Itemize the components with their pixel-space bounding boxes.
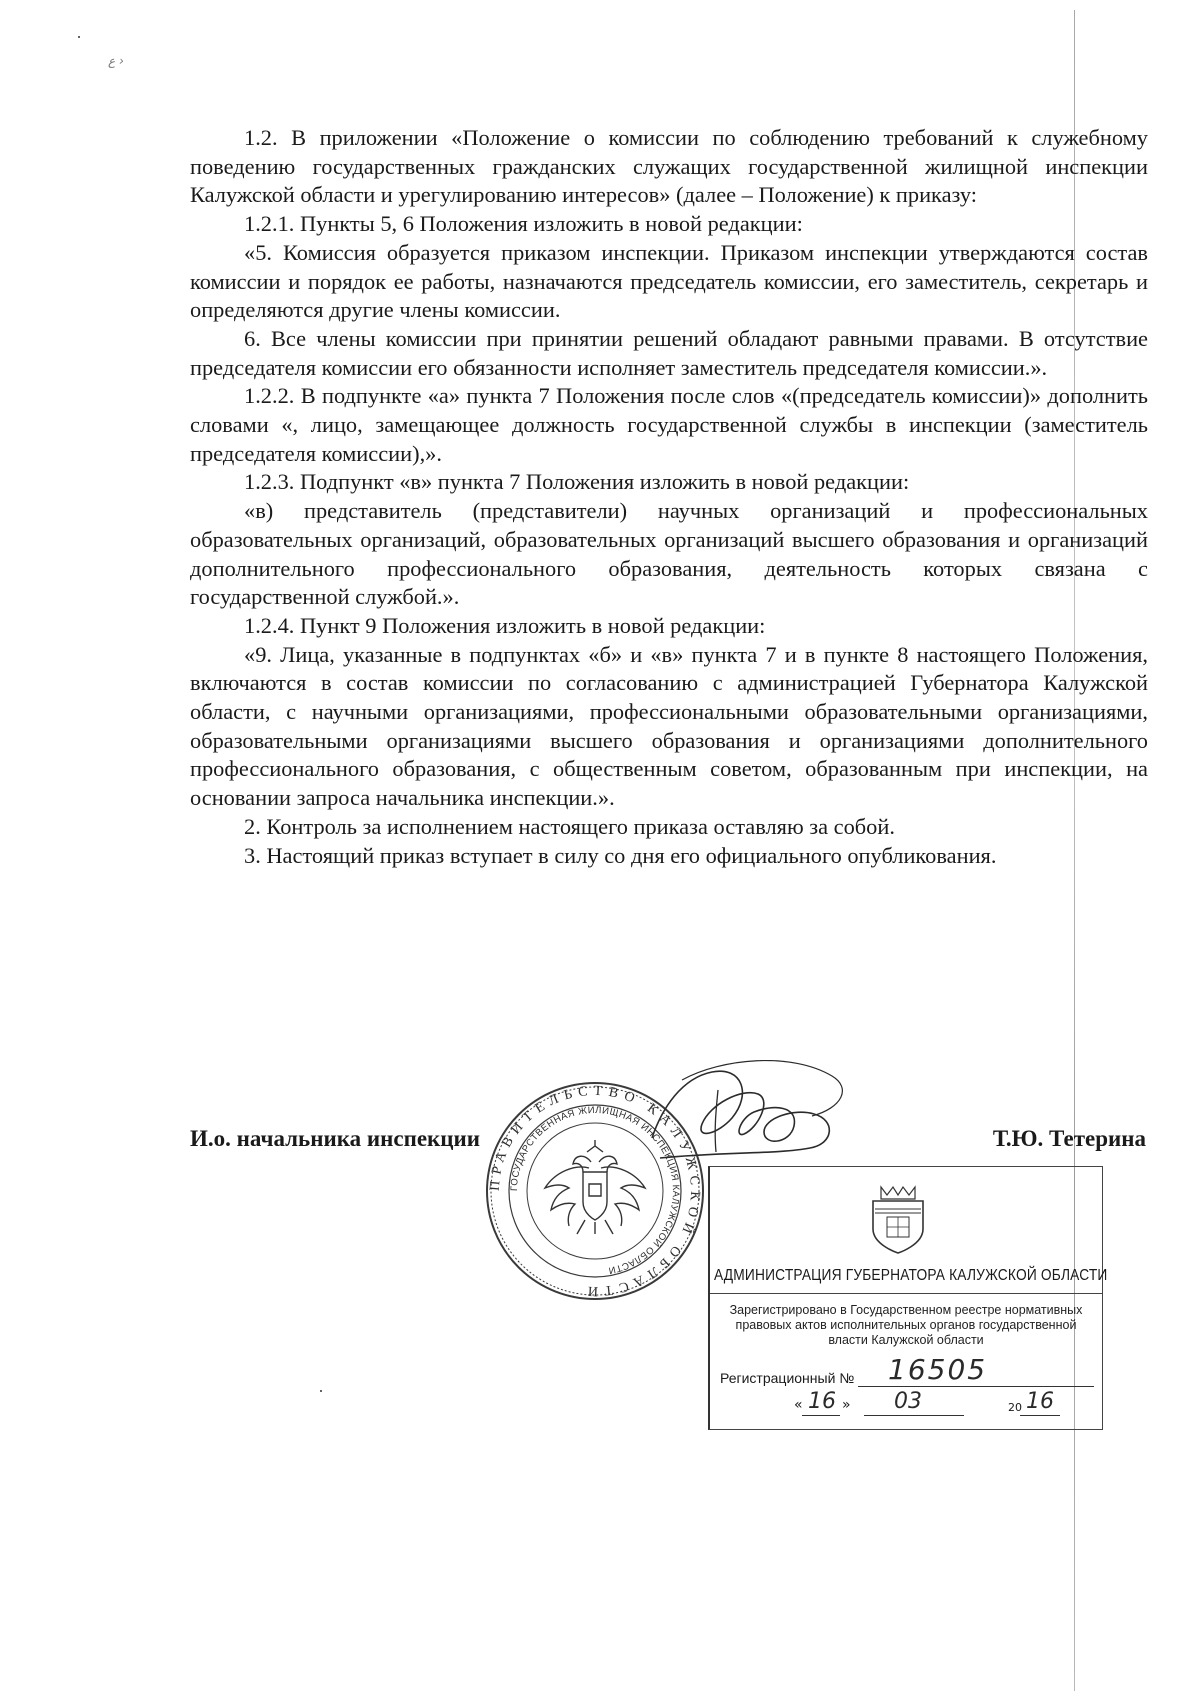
paragraph-point-5: «5. Комиссия образуется приказом инспекции. Приказом инспекции утверждаются состав комиссии и порядок ее работы, назначаются председатель комиссии, его заместитель, секретарь и определяются другие члены комиссии. xyxy=(190,239,1148,323)
paragraph-3: 3. Настоящий приказ вступает в силу со дня его официального опубликования. xyxy=(244,842,997,868)
date-quote-open: « xyxy=(794,1397,803,1413)
scan-speck xyxy=(320,1390,322,1392)
registration-date xyxy=(794,1391,1094,1421)
registration-number: 16505 xyxy=(888,1353,988,1386)
registration-stamp xyxy=(708,1166,1108,1430)
paragraph-point-6: 6. Все члены комиссии при принятии решений обладают равными правами. В отсутствие председателя комиссии его обязанности исполняет заместитель председателя комиссии.». xyxy=(190,325,1148,380)
document-body xyxy=(190,124,1148,870)
paragraph-point-9: «9. Лица, указанные в подпунктах «б» и «в» пункта 7 и в пункте 8 настоящего Положения, включаются в состав комиссии по согласованию с администрацией Губернатора Калужской области, с научными организациями, профессиональными образовательными организациями, образовательными организациями высшего образования и организациями дополнительного профессионального образования, с общественным советом, образованным при инспекции, на основании запроса начальника инспекции.». xyxy=(190,641,1148,811)
seal-outer-text: ПРАВИТЕЛЬСТВО КАЛУЖСКОЙ ОБЛАСТИ xyxy=(487,1083,703,1299)
date-day-underline xyxy=(802,1415,840,1416)
date-day: 16 xyxy=(808,1389,836,1414)
date-quote-close: » xyxy=(842,1397,851,1413)
seal-inner-text: ГОСУДАРСТВЕННАЯ ЖИЛИЩНАЯ ИНСПЕКЦИЯ КАЛУЖСКОЙ ОБЛАСТИ xyxy=(508,1104,682,1276)
paragraph-subpoint-v: «в) представитель (представители) научных организаций и профессиональных образовательных организаций, образовательных организаций высшего образования и организаций дополнительного профессионального образования, деятельность которых связана с государственной службой.». xyxy=(190,498,1148,610)
registration-divider xyxy=(710,1293,1102,1294)
kaluga-coat-of-arms-icon xyxy=(867,1183,929,1257)
signatory-position: И.о. начальника инспекции xyxy=(190,1126,481,1151)
paragraph-1-2-4: 1.2.4. Пункт 9 Положения изложить в новой редакции: xyxy=(244,612,766,638)
date-month-underline xyxy=(864,1415,964,1416)
date-year-suffix: 16 xyxy=(1026,1389,1054,1414)
paragraph-1-2-1: 1.2.1. Пункты 5, 6 Положения изложить в новой редакции: xyxy=(244,211,803,237)
signatory-name: Т.Ю. Тетерина xyxy=(992,1126,1146,1151)
registration-number-underline xyxy=(858,1386,1094,1387)
date-month: 03 xyxy=(894,1389,922,1414)
date-year-prefix: 20 xyxy=(1008,1401,1022,1414)
registration-header: АДМИНИСТРАЦИЯ ГУБЕРНАТОРА КАЛУЖСКОЙ ОБЛАСТИ xyxy=(714,1267,1108,1284)
registration-note: Зарегистрировано в Государственном реестре нормативных правовых актов исполнительных органов государственной власти Калужской области xyxy=(729,1303,1083,1347)
paragraph-2: 2. Контроль за исполнением настоящего приказа оставляю за собой. xyxy=(244,813,895,839)
scan-speck xyxy=(78,36,80,38)
scan-mark: ع › xyxy=(108,54,124,68)
paragraph-1-2: 1.2. В приложении «Положение о комиссии по соблюдению требований к служебному поведению государственных гражданских служащих государственной жилищной инспекции Калужской области и урегулированию интересов» (далее – Положение) к приказу: xyxy=(190,125,1148,208)
date-year-underline xyxy=(1020,1415,1060,1416)
paragraph-1-2-3: 1.2.3. Подпункт «в» пункта 7 Положения изложить в новой редакции: xyxy=(244,469,910,495)
handwritten-signature xyxy=(622,1060,892,1180)
registration-number-label: Регистрационный № xyxy=(720,1370,855,1386)
paragraph-1-2-2: 1.2.2. В подпункте «а» пункта 7 Положения после слов «(председатель комиссии)» дополнить словами «, лицо, замещающее должность государственной службы в инспекции (заместитель председателя комиссии),». xyxy=(190,383,1148,466)
